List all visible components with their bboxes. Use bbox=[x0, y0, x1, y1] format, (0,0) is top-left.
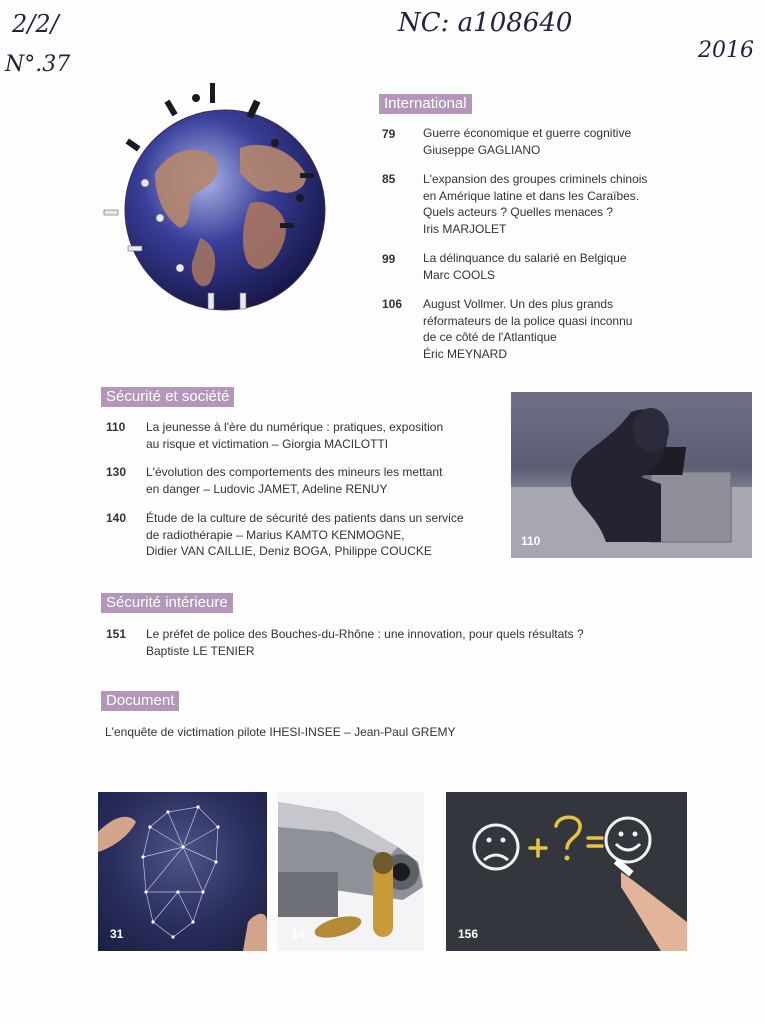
entry-title-line: réformateurs de la police quasi inconnu bbox=[423, 313, 633, 328]
handwritten-reference: NC: a108640 bbox=[398, 8, 573, 38]
section-header-securite-interieure: Sécurité intérieure bbox=[101, 593, 233, 613]
photo-page-number: 110 bbox=[521, 534, 541, 548]
entry-title-line: L'expansion des groupes criminels chinois bbox=[423, 172, 648, 186]
entry-title-line: Didier VAN CAILLIE, Deniz BOGA, Philippe COUCKE bbox=[146, 544, 432, 558]
globe-chess-illustration bbox=[100, 78, 345, 328]
hacker-laptop-photo bbox=[511, 392, 752, 558]
toc-entry[interactable] bbox=[146, 464, 442, 497]
handwritten-issue-number: N°.37 bbox=[5, 52, 71, 77]
entry-author-line: Giuseppe GAGLIANO bbox=[423, 142, 541, 157]
entry-title-line: Le préfet de police des Bouches-du-Rhône : une innovation, pour quels résultats ? bbox=[146, 627, 584, 641]
chalkboard-smiley-photo bbox=[446, 792, 687, 951]
handwritten-year: 2016 bbox=[698, 38, 754, 63]
entry-author-line: Éric MEYNARD bbox=[423, 346, 508, 361]
document-entry[interactable]: L'enquête de victimation pilote IHESI-INSEE – Jean-Paul GREMY bbox=[105, 725, 456, 739]
entry-author-line: Marc COOLS bbox=[423, 267, 496, 282]
toc-entry[interactable] bbox=[146, 510, 464, 560]
entry-title-line: La jeunesse à l'ère du numérique : pratiques, exposition bbox=[146, 420, 444, 434]
toc-entry[interactable] bbox=[423, 296, 632, 362]
photo-page-number: 31 bbox=[110, 927, 124, 941]
entry-page-number: 106 bbox=[382, 297, 403, 311]
entry-page-number: 79 bbox=[382, 127, 396, 141]
toc-entry[interactable] bbox=[146, 626, 584, 659]
section-header-securite-societe: Sécurité et société bbox=[101, 387, 234, 407]
entry-page-number: 151 bbox=[106, 627, 127, 641]
entry-title-line: Étude de la culture de sécurité des patients dans un service bbox=[146, 511, 464, 525]
toc-entry[interactable] bbox=[423, 250, 627, 283]
entry-page-number: 140 bbox=[106, 511, 127, 525]
entry-title-line: L'évolution des comportements des mineurs les mettant bbox=[146, 465, 443, 479]
photo-page-number: 14 bbox=[292, 927, 306, 941]
entry-title-line: de radiothérapie – Marius KAMTO KENMOGNE, bbox=[146, 527, 405, 542]
entry-title-line: Quels acteurs ? Quelles menaces ? bbox=[423, 205, 614, 219]
toc-entry[interactable] bbox=[423, 125, 631, 158]
gun-bullets-photo bbox=[278, 792, 424, 951]
section-header-document: Document bbox=[101, 691, 179, 711]
entry-title-line: August Vollmer. Un des plus grands bbox=[423, 297, 614, 311]
entry-title-line: de ce côté de l'Atlantique bbox=[423, 330, 557, 344]
entry-title-line: Guerre économique et guerre cognitive bbox=[423, 126, 632, 140]
toc-entry[interactable] bbox=[423, 171, 647, 237]
digital-face-photo bbox=[98, 792, 267, 951]
handwritten-note-top-left: 2/2/ bbox=[12, 10, 59, 38]
entry-title-line: au risque et victimation – Giorgia MACILOTTI bbox=[146, 436, 389, 451]
entry-title-line: en Amérique latine et dans les Caraïbes. bbox=[423, 188, 640, 203]
entry-page-number: 110 bbox=[106, 420, 126, 434]
entry-page-number: 85 bbox=[382, 172, 396, 186]
entry-author-line: Baptiste LE TENIER bbox=[146, 643, 255, 658]
photo-page-number: 156 bbox=[458, 927, 479, 941]
entry-title-line: en danger – Ludovic JAMET, Adeline RENUY bbox=[146, 481, 388, 496]
entry-page-number: 130 bbox=[106, 465, 127, 479]
toc-entry[interactable] bbox=[146, 419, 443, 452]
entry-page-number: 99 bbox=[382, 252, 396, 266]
entry-author-line: Iris MARJOLET bbox=[423, 221, 507, 236]
section-header-international: International bbox=[379, 94, 472, 114]
entry-title-line: La délinquance du salarié en Belgique bbox=[423, 251, 627, 265]
